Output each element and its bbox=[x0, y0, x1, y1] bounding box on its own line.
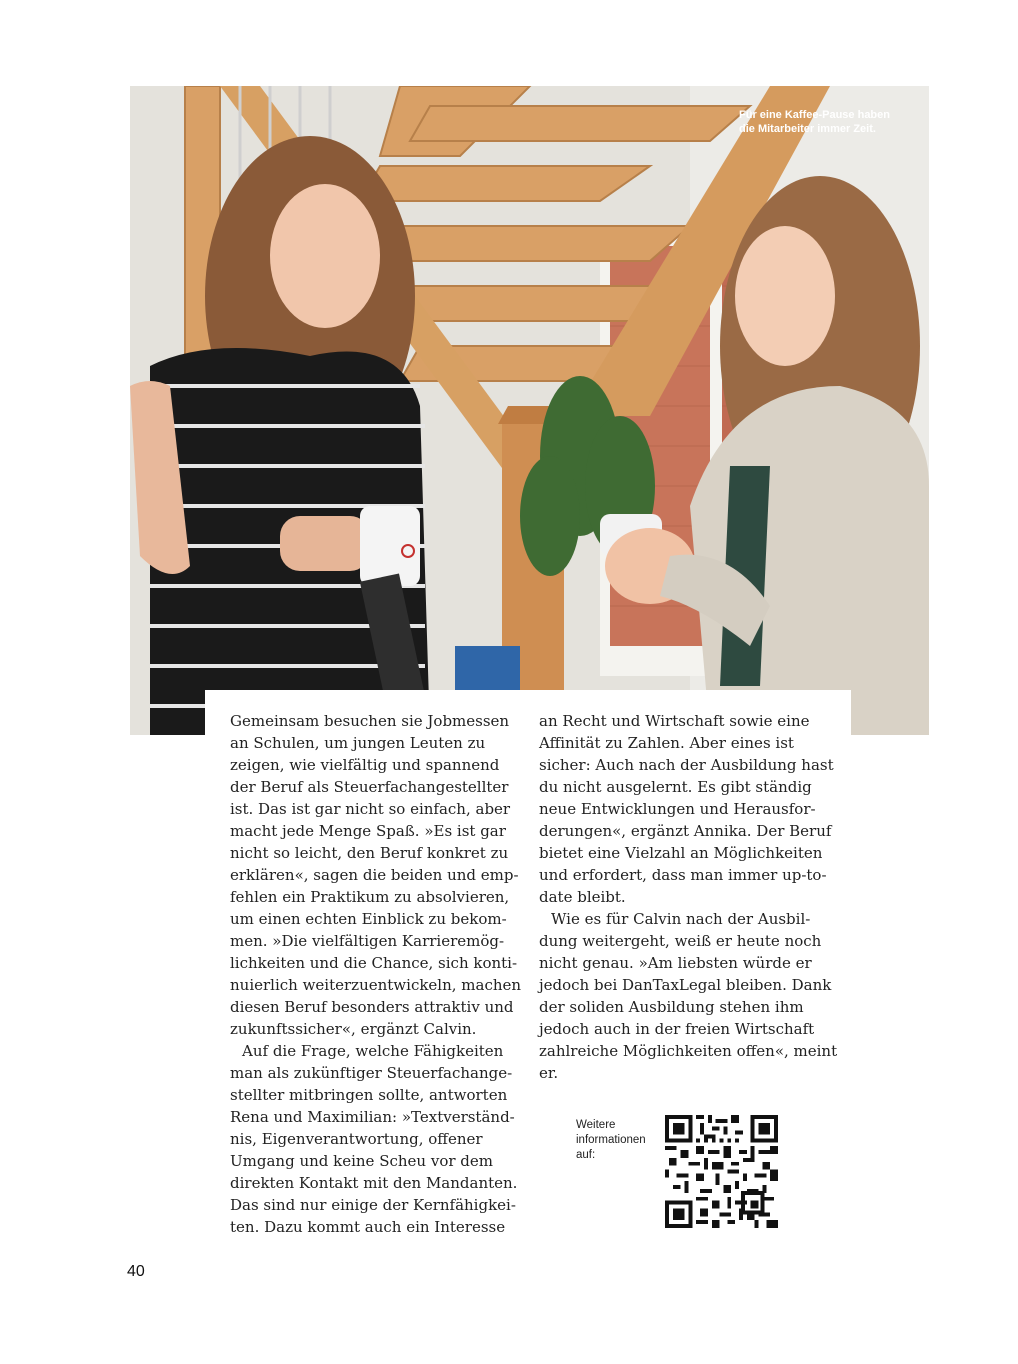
text-line: fehlen ein Praktikum zu absolvieren, bbox=[230, 888, 510, 906]
qr-label-line: informationen bbox=[576, 1134, 646, 1146]
caption-line: die Mitarbeiter immer Zeit. bbox=[739, 123, 876, 135]
text-line: direkten Kontakt mit den Mandanten. bbox=[230, 1174, 518, 1192]
text-line: an Recht und Wirtschaft sowie eine bbox=[539, 712, 810, 730]
text-line: nis, Eigenverantwortung, offener bbox=[230, 1130, 483, 1148]
text-line: derungen«, ergänzt Annika. Der Beruf bbox=[539, 822, 832, 840]
text-line: Auf die Frage, welche Fähigkeiten bbox=[242, 1042, 504, 1060]
article-column-left bbox=[230, 710, 522, 1238]
text-line: diesen Beruf besonders attraktiv und bbox=[230, 998, 514, 1016]
text-line: ist. Das ist gar nicht so einfach, aber bbox=[230, 800, 511, 818]
text-line: an Schulen, um jungen Leuten zu bbox=[230, 734, 486, 752]
text-line: zahlreiche Möglichkeiten offen«, meint bbox=[539, 1042, 838, 1060]
qr-label-line: Weitere bbox=[576, 1119, 616, 1131]
text-line: nicht so leicht, den Beruf konkret zu bbox=[230, 844, 509, 862]
text-line: um einen echten Einblick zu bekom- bbox=[230, 910, 507, 928]
page-number: 40 bbox=[127, 1263, 145, 1280]
text-line: macht jede Menge Spaß. »Es ist gar bbox=[230, 822, 506, 840]
text-line: stellter mitbringen sollte, antworten bbox=[230, 1086, 508, 1104]
text-line: men. »Die vielfältigen Karrieremög- bbox=[230, 932, 505, 950]
qr-code-graphic bbox=[665, 1115, 778, 1228]
text-line: dung weitergeht, weiß er heute noch bbox=[539, 932, 822, 950]
text-line: erklären«, sagen die beiden und emp- bbox=[230, 866, 519, 884]
text-line: der Beruf als Steuerfachangestellter bbox=[230, 778, 509, 796]
text-line: man als zukünftiger Steuerfachange- bbox=[230, 1064, 513, 1082]
text-line: zukunftssicher«, ergänzt Calvin. bbox=[230, 1020, 477, 1038]
text-line: Rena und Maximilian: »Textverständ- bbox=[230, 1108, 515, 1126]
article-photo bbox=[130, 86, 929, 735]
text-line: und erfordert, dass man immer up-to- bbox=[539, 866, 827, 884]
qr-label-line: auf: bbox=[576, 1149, 596, 1161]
text-line: Umgang und keine Scheu vor dem bbox=[230, 1152, 493, 1170]
text-line: nicht genau. »Am liebsten würde er bbox=[539, 954, 812, 972]
text-line: zeigen, wie vielfältig und spannend bbox=[230, 756, 500, 774]
text-line: er. bbox=[539, 1064, 559, 1082]
photo-illustration bbox=[130, 86, 929, 735]
text-line: bietet eine Vielzahl an Möglichkeiten bbox=[539, 844, 823, 862]
text-line: Gemeinsam besuchen sie Jobmessen bbox=[230, 712, 510, 730]
text-line: ten. Dazu kommt auch ein Interesse bbox=[230, 1218, 506, 1236]
text-line: Wie es für Calvin nach der Ausbil- bbox=[551, 910, 811, 928]
text-line: date bleibt. bbox=[539, 888, 626, 906]
text-line: nuierlich weiterzuentwickeln, machen bbox=[230, 976, 522, 994]
text-line: du nicht ausgelernt. Es gibt ständig bbox=[539, 778, 812, 796]
text-line: Das sind nur einige der Kernfähigkei- bbox=[230, 1196, 516, 1214]
text-line: neue Entwicklungen und Herausfor- bbox=[539, 800, 816, 818]
qr-label bbox=[576, 1118, 656, 1163]
text-line: jedoch auch in der freien Wirtschaft bbox=[539, 1020, 815, 1038]
text-line: der soliden Ausbildung stehen ihm bbox=[539, 998, 804, 1016]
photo-caption bbox=[739, 108, 899, 136]
text-line: lichkeiten und die Chance, sich konti- bbox=[230, 954, 518, 972]
caption-line: Für eine Kaffee-Pause haben bbox=[739, 109, 890, 121]
article-text-box bbox=[205, 690, 851, 1270]
article-column-right bbox=[539, 710, 838, 1084]
qr-code-icon[interactable] bbox=[665, 1115, 778, 1228]
text-line: Affinität zu Zahlen. Aber eines ist bbox=[539, 734, 794, 752]
text-line: jedoch bei DanTaxLegal bleiben. Dank bbox=[539, 976, 832, 994]
text-line: sicher: Auch nach der Ausbildung hast bbox=[539, 756, 834, 774]
